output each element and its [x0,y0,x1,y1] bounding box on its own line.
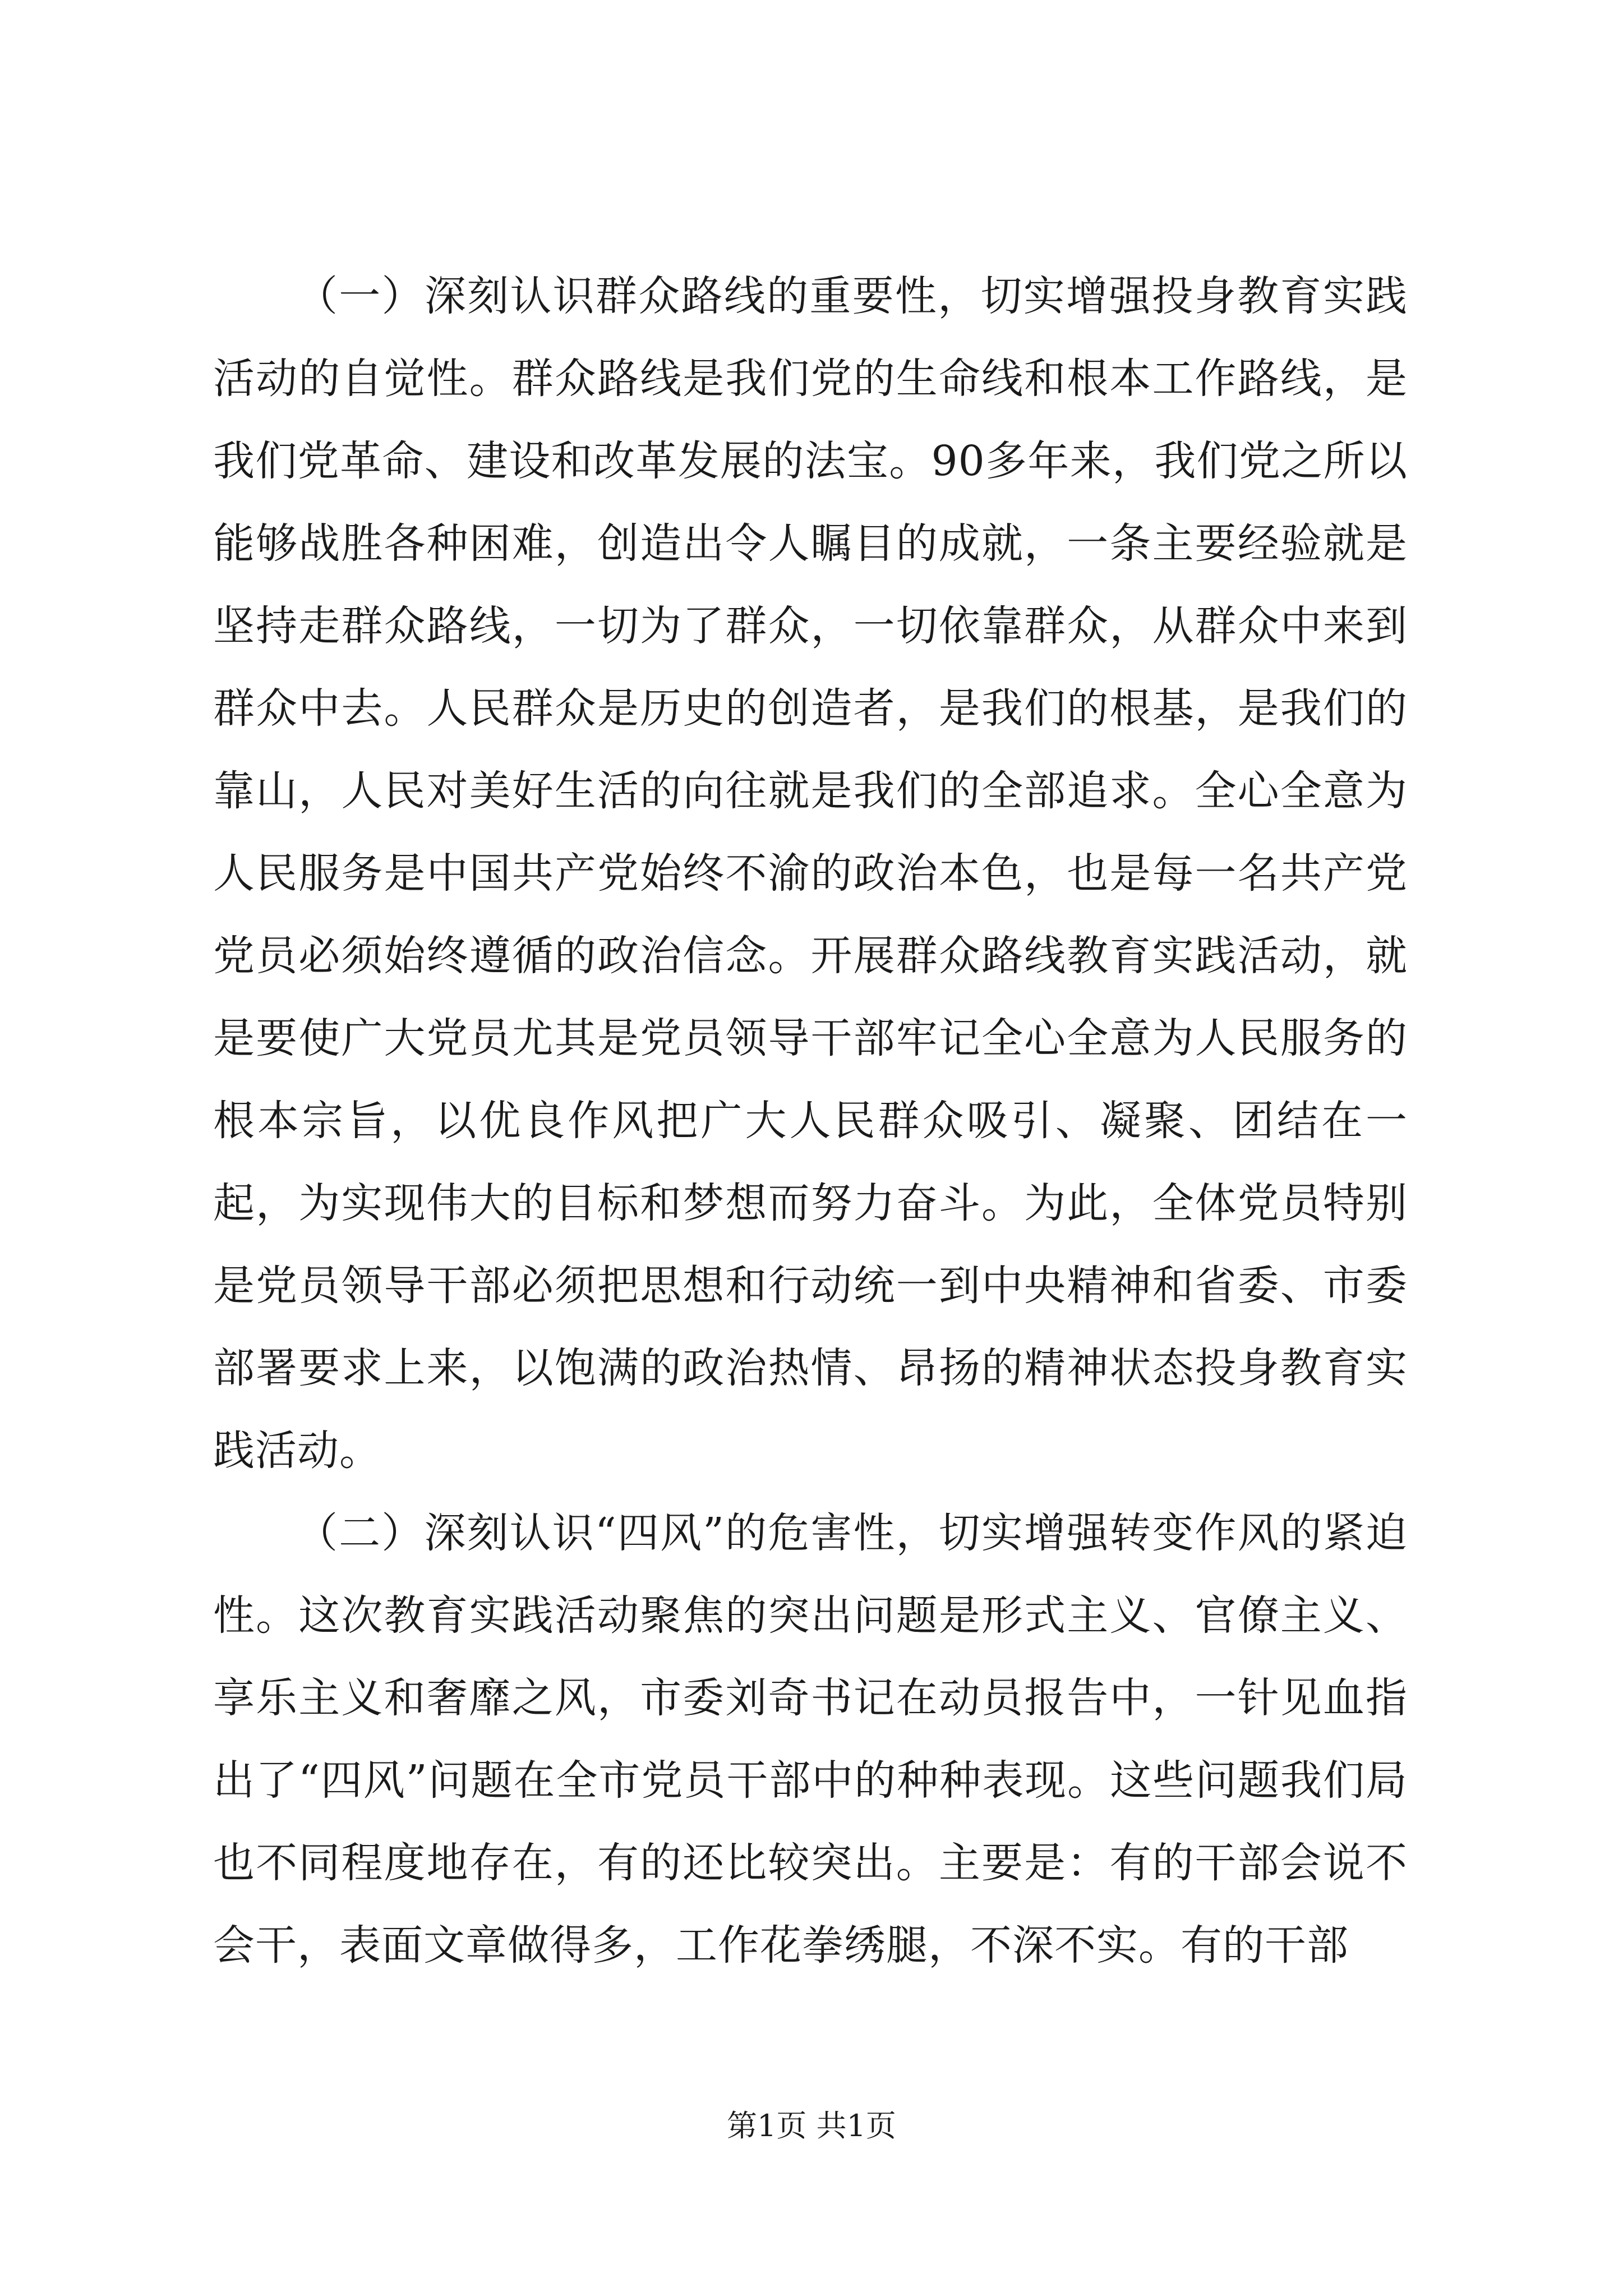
paragraph-2: （二）深刻认识“四风”的危害性，切实增强转变作风的紧迫性。这次教育实践活动聚焦的突出问题是形式主义、官僚主义、享乐主义和奢靡之风，市委刘奇书记在动员报告中，一针见血指出了“四风”问题在全市党员干部中的种种表现。这些问题我们局也不同程度地存在，有的还比较突出。主要是：有的干部会说不会干，表面文章做得多，工作花拳绣腿，不深不实。有的干部 [213,1509,1408,1970]
page-footer: 第1页 共1页 [727,2108,896,2143]
document-body [213,255,1408,1987]
paragraph-1: （一）深刻认识群众路线的重要性，切实增强投身教育实践活动的自觉性。群众路线是我们党的生命线和根本工作路线，是我们党革命、建设和改革发展的法宝。90多年来，我们党之所以能够战胜各种困难，创造出令人瞩目的成就，一条主要经验就是坚持走群众路线，一切为了群众，一切依靠群众，从群众中来到群众中去。人民群众是历史的创造者，是我们的根基，是我们的靠山，人民对美好生活的向往就是我们的全部追求。全心全意为人民服务是中国共产党始终不渝的政治本色，也是每一名共产党党员必须始终遵循的政治信念。开展群众路线教育实践活动，就是要使广大党员尤其是党员领导干部牢记全心全意为人民服务的根本宗旨，以优良作风把广大人民群众吸引、凝聚、团结在一起，为实现伟大的目标和梦想而努力奋斗。为此，全体党员特别是党员领导干部必须把思想和行动统一到中央精神和省委、市委部署要求上来，以饱满的政治热情、昂扬的精神状态投身教育实践活动。 [213,272,1408,1475]
